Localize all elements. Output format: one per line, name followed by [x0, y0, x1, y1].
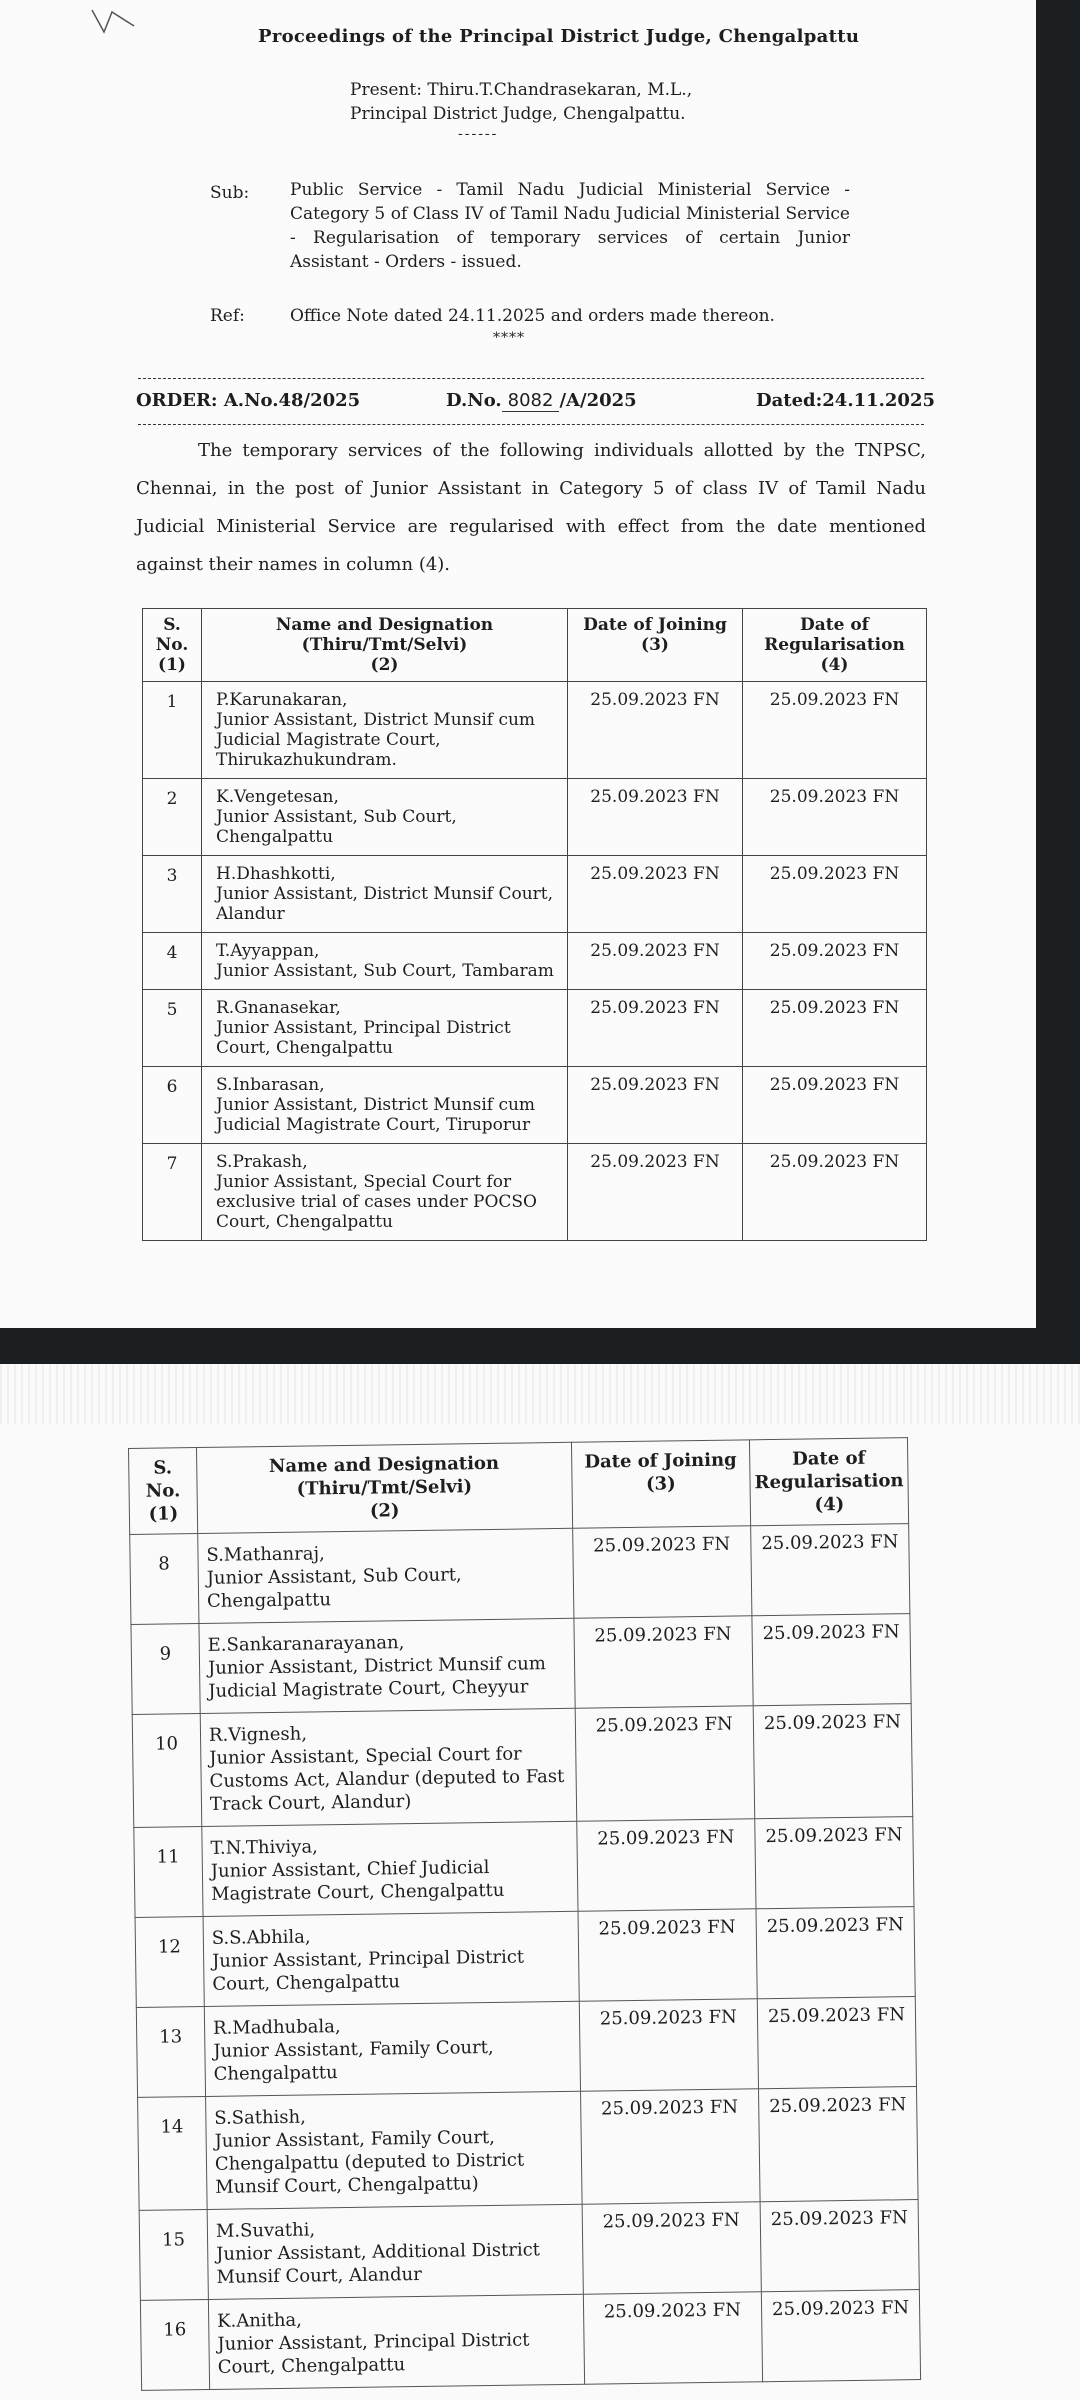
dispatch-handwritten-number: 8082	[502, 390, 560, 412]
row-name-designation: H.Dhashkotti, Junior Assistant, District Munsif Court, Alandur	[202, 856, 568, 933]
row-name-designation: S.Inbarasan, Junior Assistant, District Munsif cum Judicial Magistrate Court, Tiruporur	[202, 1067, 568, 1144]
section-stars: ****	[493, 330, 525, 346]
subject-text: Public Service - Tamil Nadu Judicial Ministerial Service - Category 5 of Class IV of Tamil Nadu Judicial Ministerial Service - Regularisation of temporary services of certain Junior Assistant - Orders - issued.	[290, 180, 850, 272]
table-row	[143, 1067, 927, 1144]
col-name-header: Name and Designation (Thiru/Tmt/Selvi) (2)	[196, 1442, 572, 1533]
table-header-row	[129, 1438, 909, 1535]
divider-top	[138, 378, 924, 379]
table-row	[136, 1997, 916, 2098]
row-date-regularisation: 25.09.2023 FN	[743, 933, 927, 990]
regularisation-table-2	[128, 1437, 921, 2391]
table-row	[131, 1614, 911, 1715]
row-sno: 3	[143, 856, 202, 933]
table-row	[139, 2200, 919, 2301]
row-name-designation: K.Vengetesan, Junior Assistant, Sub Court, Chengalpattu	[202, 779, 568, 856]
row-date-regularisation: 25.09.2023 FN	[756, 1907, 915, 1999]
col-doj-header: Date of Joining (3)	[571, 1440, 751, 1528]
row-sno: 10	[132, 1714, 202, 1828]
row-name-designation: E.Sankaranarayanan, Junior Assistant, District Munsif cum Judicial Magistrate Court, Cheyyur	[199, 1618, 575, 1713]
row-name-designation: P.Karunakaran, Junior Assistant, District Munsif cum Judicial Magistrate Court, Thirukazhukundram.	[202, 682, 568, 779]
row-sno: 14	[138, 2096, 208, 2210]
regularisation-table-1	[142, 608, 927, 1241]
row-name-designation: K.Anitha, Junior Assistant, Principal District Court, Chengalpattu	[208, 2294, 584, 2389]
col-dor-header: Date of Regularisation (4)	[749, 1438, 908, 1526]
row-date-regularisation: 25.09.2023 FN	[752, 1614, 911, 1706]
row-sno: 5	[143, 990, 202, 1067]
row-date-regularisation: 25.09.2023 FN	[759, 2087, 919, 2202]
order-paragraph-text: The temporary services of the following individuals allotted by the TNPSC, Chennai, in the post of Junior Assistant in Category 5 of class IV of Tamil Nadu Judicial Ministerial Service are regularised with effect from the date mentioned against their names in column (4).	[136, 440, 926, 575]
row-date-joining: 25.09.2023 FN	[568, 682, 743, 779]
row-date-joining: 25.09.2023 FN	[579, 1999, 759, 2091]
row-date-regularisation: 25.09.2023 FN	[743, 990, 927, 1067]
row-sno: 4	[143, 933, 202, 990]
order-date: Dated:24.11.2025	[756, 390, 935, 411]
row-sno: 16	[140, 2299, 209, 2390]
row-date-regularisation: 25.09.2023 FN	[743, 856, 927, 933]
row-date-joining: 25.09.2023 FN	[568, 990, 743, 1067]
row-sno: 1	[143, 682, 202, 779]
row-date-joining: 25.09.2023 FN	[575, 1706, 755, 1821]
table-row	[143, 856, 927, 933]
row-date-joining: 25.09.2023 FN	[572, 1526, 752, 1618]
table-row	[140, 2290, 920, 2391]
dispatch-prefix: D.No.	[446, 390, 502, 411]
row-sno: 9	[131, 1624, 200, 1715]
table-row	[138, 2087, 919, 2211]
present-line-2: Principal District Judge, Chengalpattu.	[350, 104, 686, 124]
row-date-regularisation: 25.09.2023 FN	[755, 1817, 914, 1909]
col-name-header: Name and Designation (Thiru/Tmt/Selvi) (2)	[202, 609, 568, 682]
divider-bottom	[138, 424, 924, 425]
row-name-designation: S.Prakash, Junior Assistant, Special Court for exclusive trial of cases under POCSO Court, Chengalpattu	[202, 1144, 568, 1241]
row-sno: 6	[143, 1067, 202, 1144]
document-page-2	[0, 1364, 1080, 2400]
col-sno-header: S. No. (1)	[143, 609, 202, 682]
row-date-joining: 25.09.2023 FN	[568, 1144, 743, 1241]
row-date-joining: 25.09.2023 FN	[568, 933, 743, 990]
table-header-row	[143, 609, 927, 682]
row-date-regularisation: 25.09.2023 FN	[743, 1067, 927, 1144]
table-row	[143, 682, 927, 779]
row-date-regularisation: 25.09.2023 FN	[743, 682, 927, 779]
table-row	[135, 1907, 915, 2008]
sub-label: Sub:	[210, 183, 250, 203]
document-heading: Proceedings of the Principal District Judge, Chengalpattu	[258, 26, 860, 47]
row-date-regularisation: 25.09.2023 FN	[743, 779, 927, 856]
row-date-regularisation: 25.09.2023 FN	[753, 1704, 913, 1819]
row-sno: 15	[139, 2209, 208, 2300]
row-date-regularisation: 25.09.2023 FN	[761, 2290, 920, 2382]
table-row	[143, 779, 927, 856]
row-name-designation: R.Gnanasekar, Junior Assistant, Principal District Court, Chengalpattu	[202, 990, 568, 1067]
row-sno: 12	[135, 1916, 204, 2007]
row-date-joining: 25.09.2023 FN	[568, 779, 743, 856]
row-date-joining: 25.09.2023 FN	[583, 2292, 763, 2384]
table-row	[134, 1817, 914, 1918]
row-sno: 13	[136, 2006, 205, 2097]
row-date-joining: 25.09.2023 FN	[576, 1819, 756, 1911]
present-rule: ------	[458, 126, 499, 142]
row-sno: 8	[130, 1534, 199, 1625]
dispatch-suffix: /A/2025	[559, 390, 637, 411]
row-name-designation: R.Vignesh, Junior Assistant, Special Court for Customs Act, Alandur (deputed to Fast Track Court, Alandur)	[200, 1708, 576, 1826]
table-row	[143, 1144, 927, 1241]
table-row	[130, 1524, 910, 1625]
row-name-designation: T.N.Thiviya, Junior Assistant, Chief Judicial Magistrate Court, Chengalpattu	[202, 1821, 578, 1916]
row-date-joining: 25.09.2023 FN	[582, 2202, 762, 2294]
row-date-joining: 25.09.2023 FN	[580, 2089, 760, 2204]
row-date-regularisation: 25.09.2023 FN	[751, 1524, 910, 1616]
row-name-designation: M.Suvathi, Junior Assistant, Additional District Munsif Court, Alandur	[207, 2204, 583, 2299]
order-paragraph	[136, 432, 926, 584]
row-name-designation: R.Madhubala, Junior Assistant, Family Court, Chengalpattu	[204, 2001, 580, 2096]
ref-label: Ref:	[210, 306, 245, 326]
row-name-designation: T.Ayyappan, Junior Assistant, Sub Court, Tambaram	[202, 933, 568, 990]
table-row	[132, 1704, 913, 1828]
row-name-designation: S.Sathish, Junior Assistant, Family Court, Chengalpattu (deputed to District Munsif Court, Chengalpattu)	[205, 2091, 581, 2209]
row-date-regularisation: 25.09.2023 FN	[760, 2200, 919, 2292]
row-date-regularisation: 25.09.2023 FN	[757, 1997, 916, 2089]
row-sno: 7	[143, 1144, 202, 1241]
table-row	[143, 990, 927, 1067]
row-date-regularisation: 25.09.2023 FN	[743, 1144, 927, 1241]
scan-noise	[0, 1364, 1080, 1424]
present-line-1: Present: Thiru.T.Chandrasekaran, M.L.,	[350, 80, 693, 100]
pen-mark-icon	[90, 6, 136, 36]
row-sno: 11	[134, 1827, 203, 1918]
row-name-designation: S.S.Abhila, Junior Assistant, Principal District Court, Chengalpattu	[203, 1911, 579, 2006]
row-date-joining: 25.09.2023 FN	[578, 1909, 758, 2001]
col-sno-header: S. No. (1)	[129, 1448, 198, 1535]
col-dor-header: Date of Regularisation (4)	[743, 609, 927, 682]
reference-text: Office Note dated 24.11.2025 and orders made thereon.	[290, 306, 775, 326]
row-sno: 2	[143, 779, 202, 856]
row-date-joining: 25.09.2023 FN	[568, 1067, 743, 1144]
col-doj-header: Date of Joining (3)	[568, 609, 743, 682]
dispatch-number	[446, 390, 637, 411]
table-row	[143, 933, 927, 990]
order-number: ORDER: A.No.48/2025	[136, 390, 361, 411]
row-date-joining: 25.09.2023 FN	[573, 1616, 753, 1708]
row-name-designation: S.Mathanraj, Junior Assistant, Sub Court, Chengalpattu	[198, 1528, 574, 1623]
row-date-joining: 25.09.2023 FN	[568, 856, 743, 933]
